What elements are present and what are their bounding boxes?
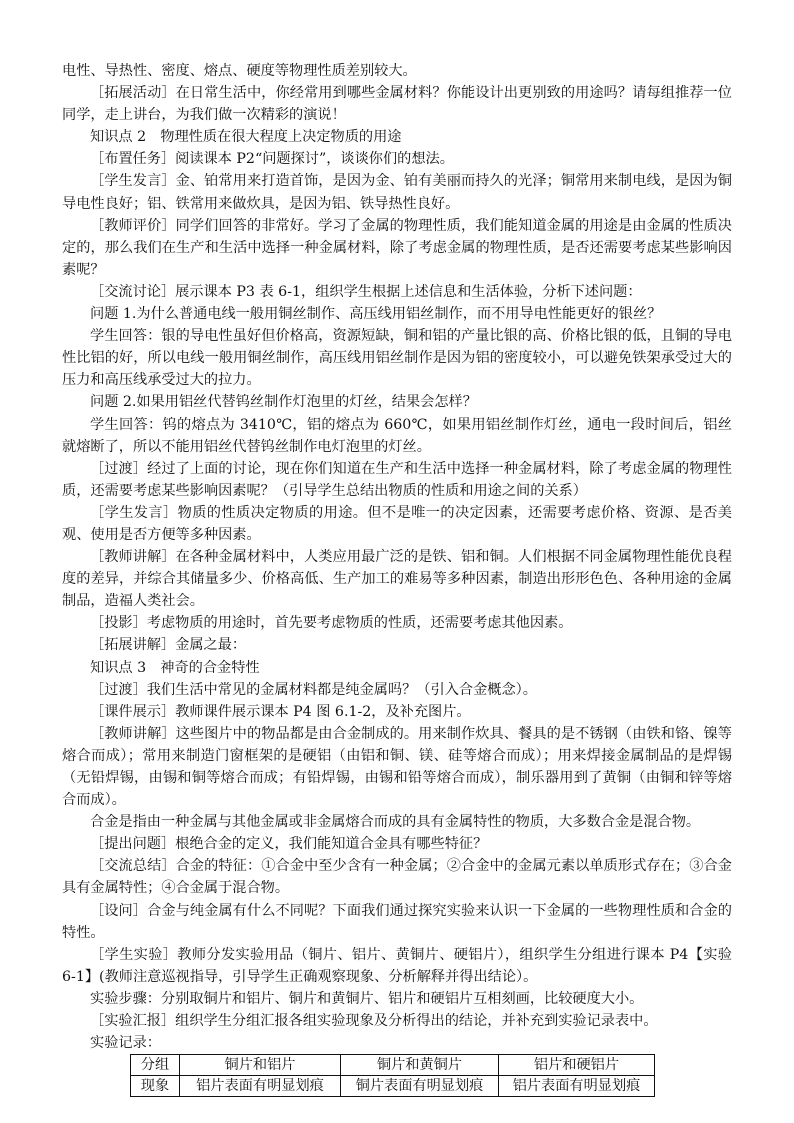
paragraph-raise-question: ［提出问题］根绝合金的定义，我们能知道合金具有哪些特征？ bbox=[90, 836, 488, 853]
paragraph-ask: ［设问］合金与纯金属有什么不同呢？下面我们通过探究实验来认识一下金属的一些物理性质和合金的特性。 bbox=[62, 902, 732, 941]
paragraph-summary: ［交流总结］合金的特征：①合金中至少含有一种金属；②合金中的金属元素以单质形式存在；③合金具有金属特性；④合金属于混合物。 bbox=[62, 858, 732, 897]
paragraph-teacher-evaluation: ［教师评价］同学们回答的非常好。学习了金属的物理性质，我们能知道金属的用途是由金属的性质决定的，那么我们在生产和生活中选择一种金属材料，除了考虑金属的物理性质，是否还需要考虑某些影响因素呢？ bbox=[62, 217, 732, 278]
paragraph-answer-1: 学生回答：银的导电性虽好但价格高，资源短缺，铜和铝的产量比银的高、价格比银的低，且铜的导电性比铝的好，所以电线一般用铜丝制作，高压线用铝丝制作是因为铝的密度较小，可以避免铁架承受过大的压力和高压线承受过大的拉力。 bbox=[62, 328, 732, 389]
paragraph-1: 电性、导热性、密度、熔点、硬度等物理性质差别较大。 bbox=[62, 63, 417, 79]
table-cell: 铜片表面有明显划痕 bbox=[341, 1076, 499, 1097]
heading-knowledge-point-2: 知识点 2 物理性质在很大程度上决定物质的用途 bbox=[90, 129, 402, 146]
paragraph-assign-task: ［布置任务］阅读课本 P2“问题探讨”，谈谈你们的想法。 bbox=[90, 151, 454, 168]
paragraph-transition-2: ［过渡］我们生活中常见的金属材料都是纯金属吗？（引入合金概念）。 bbox=[90, 681, 537, 698]
paragraph-question-2: 问题 2.如果用铝丝代替钨丝制作灯泡里的灯丝，结果会怎样？ bbox=[90, 394, 477, 411]
table-header-cell: 铝片和硬铝片 bbox=[499, 1055, 655, 1076]
paragraph-experiment-report: ［实验汇报］组织学生分组汇报各组实验现象及分析得出的结论，并补充到实验记录表中。 bbox=[90, 1013, 658, 1030]
heading-knowledge-point-3: 知识点 3 神奇的合金特性 bbox=[90, 659, 260, 676]
table-header-cell: 铜片和铝片 bbox=[180, 1055, 341, 1076]
paragraph-transition-1: ［过渡］经过了上面的讨论，现在你们知道在生产和生活中选择一种金属材料，除了考虑金属的物理性质，还需要考虑某些影响因素呢？（引导学生总结出物质的性质和用途之间的关系） bbox=[62, 460, 732, 499]
paragraph-teacher-lecture-2: ［教师讲解］这些图片中的物品都是由合金制成的。用来制作炊具、餐具的是不锈钢（由铁和铬、镍等熔合而成）；常用来制造门窗框架的是硬铝（由铝和铜、镁、硅等熔合而成）；用来焊接金属制品的是焊锡（无铅焊锡，由锡和铜等熔合而成；有铅焊锡，由锡和铅等熔合而成），制乐器用到了黄铜（由铜和锌等熔合而成）。 bbox=[62, 725, 732, 809]
paragraph-student-experiment: ［学生实验］教师分发实验用品（铜片、铝片、黄铜片、硬铝片），组织学生分组进行课本 P4【实验 6-1】(教师注意巡视指导，引导学生正确观察现象、分析解释并得出结论）。 bbox=[62, 946, 732, 985]
table-cell: 铝片表面有明显划痕 bbox=[499, 1076, 655, 1097]
paragraph-answer-2: 学生回答：钨的熔点为 3410℃，铝的熔点为 660℃，如果用铝丝制作灯丝，通电一段时间后，铝丝就熔断了，所以不能用铝丝代替钨丝制作电灯泡里的灯丝。 bbox=[62, 416, 732, 455]
paragraph-alloy-definition: 合金是指由一种金属与其他金属或非金属熔合而成的具有金属特性的物质，大多数合金是混合物。 bbox=[90, 814, 701, 831]
table-cell: 铝片表面有明显划痕 bbox=[180, 1076, 341, 1097]
table-header-row bbox=[131, 1055, 655, 1076]
paragraph-student-speech-2: ［学生发言］物质的性质决定物质的用途。但不是唯一的决定因素，还需要考虑价格、资源、是否美观、使用是否方便等多种因素。 bbox=[62, 504, 732, 543]
paragraph-courseware: ［课件展示］教师课件展示课本 P4 图 6.1-2，及补充图片。 bbox=[90, 703, 471, 720]
paragraph-question-1: 问题 1.为什么普通电线一般用铜丝制作、高压线用铝丝制作，而不用导电性能更好的银丝？ bbox=[90, 306, 662, 323]
paragraph-expand-activity: ［拓展活动］在日常生活中，你经常用到哪些金属材料？你能设计出更别致的用途吗？请每组推荐一位同学，走上讲台，为我们做一次精彩的演说！ bbox=[62, 85, 732, 124]
paragraph-discussion: ［交流讨论］展示课本 P3 表 6-1，组织学生根据上述信息和生活体验，分析下述问题： bbox=[90, 283, 642, 300]
paragraph-experiment-steps: 实验步骤：分别取铜片和铝片、铜片和黄铜片、铝片和硬铝片互相刻画，比较硬度大小。 bbox=[90, 990, 644, 1007]
table-row bbox=[131, 1076, 655, 1097]
table-header-cell: 分组 bbox=[131, 1055, 180, 1076]
table-cell: 现象 bbox=[131, 1076, 180, 1097]
paragraph-student-speech-1: ［学生发言］金、铂常用来打造首饰，是因为金、铂有美丽而持久的光泽；铜常用来制电线，是因为铜导电性良好；铝、铁常用来做炊具，是因为铝、铁导热性良好。 bbox=[62, 173, 732, 212]
paragraph-expand-lecture: ［拓展讲解］金属之最： bbox=[90, 637, 247, 654]
paragraph-projection: ［投影］考虑物质的用途时，首先要考虑物质的性质，还需要考虑其他因素。 bbox=[90, 615, 573, 632]
experiment-record-table bbox=[130, 1054, 655, 1097]
paragraph-experiment-record: 实验记录： bbox=[90, 1035, 161, 1052]
document-page bbox=[62, 60, 732, 1097]
paragraph-teacher-lecture-1: ［教师讲解］在各种金属材料中，人类应用最广泛的是铁、铝和铜。人们根据不同金属物理性能优良程度的差异，并综合其储量多少、价格高低、生产加工的难易等多种因素，制造出形形色色、各种用途的金属制品，造福人类社会。 bbox=[62, 549, 732, 610]
table-header-cell: 铜片和黄铜片 bbox=[341, 1055, 499, 1076]
